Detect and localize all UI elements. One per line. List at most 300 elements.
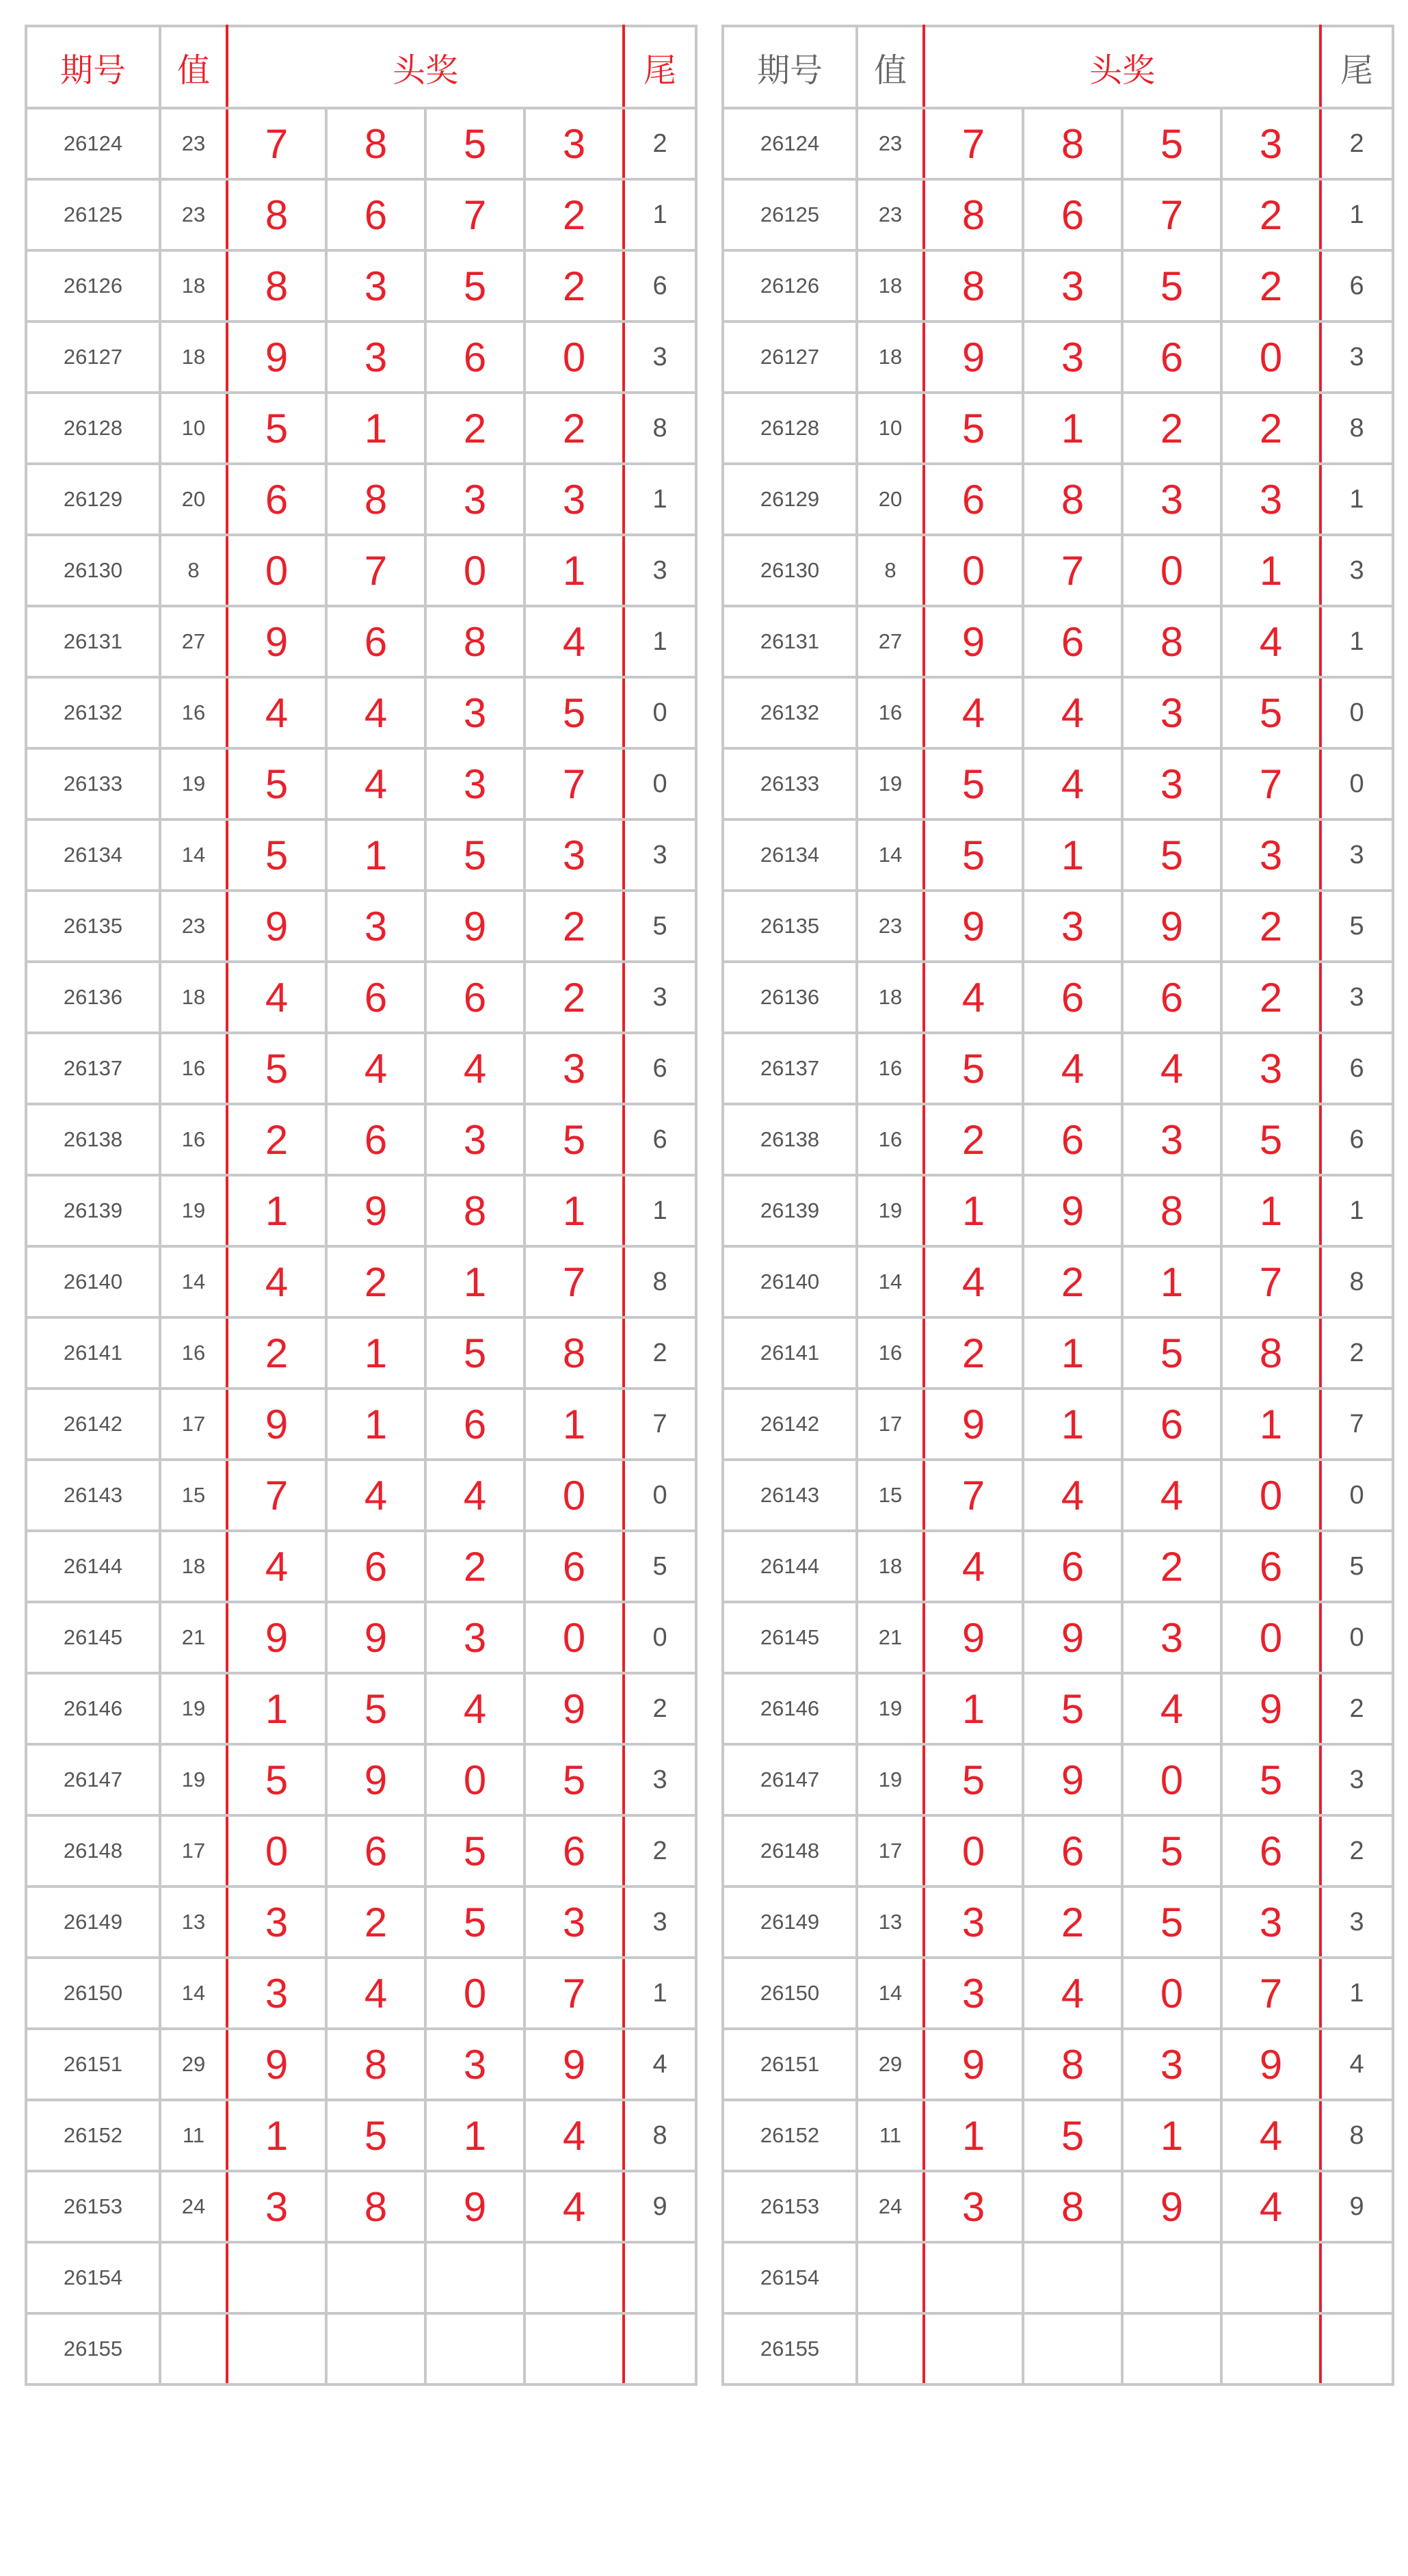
prize-digit-cell: 3 [227, 1887, 326, 1958]
table-row [26, 1887, 696, 1958]
prize-digit-cell: 7 [1221, 1958, 1320, 2029]
period-cell: 26144 [723, 1531, 857, 1602]
prize-digit-cell: 3 [924, 1958, 1023, 2029]
table-row [26, 891, 696, 962]
value-cell: 8 [857, 535, 924, 606]
tail-cell [624, 2313, 696, 2384]
tail-cell: 5 [1320, 1531, 1393, 1602]
tail-cell: 7 [624, 1389, 696, 1460]
tail-cell: 3 [624, 1887, 696, 1958]
lottery-table-left [25, 25, 698, 2386]
period-cell: 26127 [26, 321, 160, 393]
tail-cell: 1 [1320, 1175, 1393, 1246]
tail-cell: 8 [624, 1246, 696, 1317]
table-row [26, 1104, 696, 1175]
tail-cell: 3 [1320, 1887, 1393, 1958]
header-row [723, 26, 1393, 108]
prize-digit-cell: 9 [924, 891, 1023, 962]
prize-digit-cell: 2 [227, 1104, 326, 1175]
table-row [26, 2171, 696, 2242]
period-cell: 26144 [26, 1531, 160, 1602]
table-row [26, 1958, 696, 2029]
prize-digit-cell: 3 [1023, 321, 1122, 393]
value-cell: 18 [857, 321, 924, 393]
value-cell: 21 [857, 1602, 924, 1673]
value-cell: 20 [857, 464, 924, 535]
table-row [26, 962, 696, 1033]
value-cell: 18 [160, 250, 227, 321]
prize-digit-cell: 5 [425, 1887, 524, 1958]
prize-digit-cell: 9 [326, 1744, 425, 1815]
table-row [26, 464, 696, 535]
period-cell: 26138 [723, 1104, 857, 1175]
prize-digit-cell: 3 [924, 2171, 1023, 2242]
prize-digit-cell: 9 [924, 1602, 1023, 1673]
prize-digit-cell [1023, 2242, 1122, 2313]
prize-digit-cell: 6 [326, 1104, 425, 1175]
prize-digit-cell: 7 [1122, 179, 1221, 250]
prize-digit-cell: 5 [924, 748, 1023, 819]
prize-digit-cell: 1 [1122, 1246, 1221, 1317]
prize-digit-cell: 1 [326, 393, 425, 464]
table-row [723, 748, 1393, 819]
value-cell: 14 [160, 1958, 227, 2029]
prize-digit-cell: 6 [1023, 962, 1122, 1033]
tail-cell: 8 [624, 2100, 696, 2171]
prize-digit-cell: 2 [1221, 393, 1320, 464]
prize-digit-cell: 1 [425, 2100, 524, 2171]
period-cell: 26142 [723, 1389, 857, 1460]
prize-digit-cell: 4 [227, 1531, 326, 1602]
prize-digit-cell: 9 [227, 2029, 326, 2100]
table-row [26, 2100, 696, 2171]
prize-digit-cell [924, 2242, 1023, 2313]
tail-cell: 2 [624, 1317, 696, 1389]
table-row [26, 1033, 696, 1104]
value-cell: 16 [160, 1104, 227, 1175]
prize-digit-cell: 0 [1221, 1460, 1320, 1531]
prize-digit-cell: 5 [425, 108, 524, 179]
prize-digit-cell: 9 [1122, 891, 1221, 962]
value-cell: 23 [857, 891, 924, 962]
prize-digit-cell: 1 [924, 1175, 1023, 1246]
prize-digit-cell: 3 [1122, 2029, 1221, 2100]
prize-digit-cell: 5 [524, 677, 624, 748]
prize-digit-cell: 2 [524, 891, 624, 962]
table-row [723, 1958, 1393, 2029]
period-cell: 26132 [723, 677, 857, 748]
prize-digit-cell: 8 [924, 250, 1023, 321]
prize-digit-cell: 6 [1221, 1531, 1320, 1602]
prize-digit-cell: 1 [524, 1175, 624, 1246]
prize-digit-cell: 2 [524, 962, 624, 1033]
tail-cell: 3 [624, 1744, 696, 1815]
prize-digit-cell: 2 [1122, 393, 1221, 464]
prize-digit-cell: 3 [425, 1104, 524, 1175]
tail-cell: 1 [624, 179, 696, 250]
value-cell: 14 [160, 1246, 227, 1317]
prize-digit-cell: 4 [227, 1246, 326, 1317]
prize-digit-cell [1221, 2242, 1320, 2313]
table-row [723, 1246, 1393, 1317]
tail-cell: 5 [624, 1531, 696, 1602]
value-cell: 16 [160, 677, 227, 748]
prize-digit-cell: 3 [326, 891, 425, 962]
value-cell: 13 [160, 1887, 227, 1958]
period-cell: 26145 [26, 1602, 160, 1673]
prize-digit-cell: 0 [227, 535, 326, 606]
table-row [723, 321, 1393, 393]
tail-cell: 3 [624, 962, 696, 1033]
prize-digit-cell: 3 [227, 1958, 326, 2029]
prize-digit-cell: 0 [425, 1958, 524, 2029]
prize-digit-cell: 4 [1023, 677, 1122, 748]
value-cell [160, 2242, 227, 2313]
table-row [723, 1744, 1393, 1815]
prize-digit-cell: 2 [326, 1887, 425, 1958]
table-row [26, 250, 696, 321]
prize-digit-cell: 9 [1023, 1602, 1122, 1673]
prize-digit-cell: 5 [1221, 1104, 1320, 1175]
prize-digit-cell: 3 [1122, 748, 1221, 819]
table-row [723, 1460, 1393, 1531]
tail-cell: 2 [624, 108, 696, 179]
tail-cell: 4 [624, 2029, 696, 2100]
prize-digit-cell: 3 [326, 250, 425, 321]
value-cell: 19 [857, 1744, 924, 1815]
prize-digit-cell: 4 [1122, 1673, 1221, 1744]
tail-cell: 6 [624, 1104, 696, 1175]
prize-digit-cell: 7 [227, 108, 326, 179]
prize-digit-cell: 7 [1221, 1246, 1320, 1317]
tail-cell: 3 [624, 535, 696, 606]
prize-digit-cell: 3 [425, 677, 524, 748]
prize-digit-cell: 4 [524, 2100, 624, 2171]
prize-digit-cell: 1 [425, 1246, 524, 1317]
prize-digit-cell: 2 [924, 1104, 1023, 1175]
prize-digit-cell: 5 [227, 819, 326, 891]
tail-cell: 1 [1320, 179, 1393, 250]
prize-digit-cell: 4 [1023, 1958, 1122, 2029]
table-row [723, 606, 1393, 677]
period-cell: 26130 [723, 535, 857, 606]
table-row [26, 179, 696, 250]
prize-digit-cell: 3 [1221, 819, 1320, 891]
prize-digit-cell: 3 [425, 2029, 524, 2100]
tail-cell: 8 [624, 393, 696, 464]
prize-digit-cell: 1 [1023, 819, 1122, 891]
prize-digit-cell: 4 [524, 2171, 624, 2242]
value-cell: 27 [857, 606, 924, 677]
prize-digit-cell: 8 [326, 2171, 425, 2242]
prize-digit-cell: 6 [326, 1815, 425, 1887]
value-cell: 19 [160, 1175, 227, 1246]
tail-cell: 0 [1320, 1460, 1393, 1531]
table-row [723, 2171, 1393, 2242]
period-cell: 26154 [723, 2242, 857, 2313]
table-row [26, 1389, 696, 1460]
period-cell: 26126 [26, 250, 160, 321]
value-cell: 17 [160, 1389, 227, 1460]
prize-digit-cell: 7 [924, 108, 1023, 179]
table-row [723, 393, 1393, 464]
prize-digit-cell: 5 [326, 1673, 425, 1744]
value-cell: 14 [857, 1958, 924, 2029]
prize-digit-cell: 9 [924, 1389, 1023, 1460]
prize-digit-cell: 8 [227, 179, 326, 250]
tail-cell: 6 [1320, 1033, 1393, 1104]
header-tail: 尾 [1320, 26, 1393, 108]
period-cell: 26132 [26, 677, 160, 748]
value-cell: 19 [160, 1673, 227, 1744]
value-cell: 19 [160, 1744, 227, 1815]
prize-digit-cell: 1 [227, 2100, 326, 2171]
value-cell: 21 [160, 1602, 227, 1673]
period-cell: 26151 [723, 2029, 857, 2100]
prize-digit-cell: 0 [924, 1815, 1023, 1887]
period-cell: 26143 [723, 1460, 857, 1531]
prize-digit-cell: 4 [924, 1246, 1023, 1317]
prize-digit-cell: 1 [1023, 393, 1122, 464]
prize-digit-cell: 5 [227, 393, 326, 464]
period-cell: 26149 [723, 1887, 857, 1958]
prize-digit-cell: 4 [1023, 1033, 1122, 1104]
prize-digit-cell: 6 [425, 1389, 524, 1460]
table-row [26, 1744, 696, 1815]
prize-digit-cell: 6 [1122, 1389, 1221, 1460]
period-cell: 26131 [26, 606, 160, 677]
prize-digit-cell: 5 [524, 1744, 624, 1815]
tail-cell: 7 [1320, 1389, 1393, 1460]
header-period: 期号 [26, 26, 160, 108]
value-cell: 19 [160, 748, 227, 819]
period-cell: 26126 [723, 250, 857, 321]
value-cell: 27 [160, 606, 227, 677]
prize-digit-cell: 4 [326, 748, 425, 819]
prize-digit-cell: 7 [524, 1958, 624, 2029]
tail-cell: 8 [1320, 2100, 1393, 2171]
prize-digit-cell: 2 [1221, 179, 1320, 250]
tail-cell: 1 [624, 1175, 696, 1246]
prize-digit-cell: 3 [1122, 677, 1221, 748]
prize-digit-cell [1221, 2313, 1320, 2384]
prize-digit-cell [227, 2313, 326, 2384]
period-cell: 26129 [723, 464, 857, 535]
prize-digit-cell: 5 [227, 1744, 326, 1815]
prize-digit-cell: 6 [227, 464, 326, 535]
prize-digit-cell: 8 [326, 2029, 425, 2100]
period-cell: 26151 [26, 2029, 160, 2100]
prize-digit-cell: 3 [1122, 464, 1221, 535]
prize-digit-cell: 5 [326, 2100, 425, 2171]
prize-digit-cell: 3 [524, 1033, 624, 1104]
prize-digit-cell: 0 [1122, 1958, 1221, 2029]
prize-digit-cell: 3 [524, 464, 624, 535]
prize-digit-cell: 1 [326, 819, 425, 891]
prize-digit-cell: 9 [924, 606, 1023, 677]
period-cell: 26146 [26, 1673, 160, 1744]
prize-digit-cell: 0 [1122, 535, 1221, 606]
table-row [723, 1317, 1393, 1389]
value-cell: 17 [857, 1389, 924, 1460]
prize-digit-cell: 7 [1023, 535, 1122, 606]
tail-cell: 2 [1320, 1815, 1393, 1887]
prize-digit-cell: 6 [1023, 606, 1122, 677]
period-cell: 26125 [26, 179, 160, 250]
value-cell: 23 [160, 891, 227, 962]
prize-digit-cell: 5 [1122, 108, 1221, 179]
prize-digit-cell: 6 [524, 1531, 624, 1602]
prize-digit-cell: 3 [1221, 108, 1320, 179]
tail-cell: 5 [624, 891, 696, 962]
prize-digit-cell: 4 [227, 962, 326, 1033]
prize-digit-cell: 2 [1122, 1531, 1221, 1602]
prize-digit-cell: 3 [1023, 891, 1122, 962]
tail-cell: 0 [624, 1602, 696, 1673]
tail-cell: 1 [1320, 464, 1393, 535]
value-cell: 19 [857, 748, 924, 819]
prize-digit-cell: 6 [1122, 962, 1221, 1033]
prize-digit-cell: 5 [1122, 1887, 1221, 1958]
prize-digit-cell: 6 [1122, 321, 1221, 393]
prize-digit-cell: 5 [1221, 677, 1320, 748]
table-row [723, 1887, 1393, 1958]
tail-cell: 3 [1320, 962, 1393, 1033]
tail-cell: 0 [1320, 677, 1393, 748]
value-cell: 16 [857, 677, 924, 748]
tail-cell: 9 [1320, 2171, 1393, 2242]
prize-digit-cell: 1 [1221, 1389, 1320, 1460]
value-cell: 18 [857, 250, 924, 321]
prize-digit-cell: 1 [1023, 1317, 1122, 1389]
prize-digit-cell: 8 [1023, 108, 1122, 179]
prize-digit-cell: 6 [1023, 179, 1122, 250]
prize-digit-cell: 0 [227, 1815, 326, 1887]
prize-digit-cell: 3 [1122, 1104, 1221, 1175]
period-cell: 26124 [723, 108, 857, 179]
value-cell: 24 [160, 2171, 227, 2242]
table-row [723, 2100, 1393, 2171]
prize-digit-cell: 6 [326, 1531, 425, 1602]
table-row [723, 891, 1393, 962]
prize-digit-cell: 2 [924, 1317, 1023, 1389]
prize-digit-cell: 0 [1221, 321, 1320, 393]
prize-digit-cell: 2 [326, 1246, 425, 1317]
prize-digit-cell [326, 2242, 425, 2313]
prize-digit-cell: 7 [1221, 748, 1320, 819]
prize-digit-cell: 1 [227, 1175, 326, 1246]
tail-cell: 1 [624, 1958, 696, 2029]
prize-digit-cell: 6 [326, 179, 425, 250]
table-row [26, 1815, 696, 1887]
table-row [723, 1389, 1393, 1460]
period-cell: 26141 [723, 1317, 857, 1389]
prize-digit-cell: 2 [1221, 891, 1320, 962]
prize-digit-cell: 9 [924, 2029, 1023, 2100]
prize-digit-cell: 5 [1122, 1815, 1221, 1887]
period-cell: 26143 [26, 1460, 160, 1531]
prize-digit-cell: 2 [227, 1317, 326, 1389]
header-value: 值 [857, 26, 924, 108]
period-cell: 26130 [26, 535, 160, 606]
value-cell: 14 [857, 1246, 924, 1317]
value-cell: 16 [160, 1033, 227, 1104]
prize-digit-cell: 5 [227, 1033, 326, 1104]
table-row [26, 1246, 696, 1317]
prize-digit-cell: 7 [924, 1460, 1023, 1531]
prize-digit-cell: 6 [1221, 1815, 1320, 1887]
table-row [26, 1460, 696, 1531]
tail-cell [1320, 2242, 1393, 2313]
period-cell: 26134 [26, 819, 160, 891]
value-cell: 24 [857, 2171, 924, 2242]
period-cell: 26149 [26, 1887, 160, 1958]
table-row [26, 1602, 696, 1673]
tail-cell: 0 [1320, 1602, 1393, 1673]
prize-digit-cell: 6 [425, 962, 524, 1033]
tail-cell: 1 [624, 606, 696, 677]
prize-digit-cell: 3 [924, 1887, 1023, 1958]
prize-digit-cell: 2 [425, 393, 524, 464]
tail-cell: 0 [1320, 748, 1393, 819]
tail-cell: 6 [624, 250, 696, 321]
tail-cell: 2 [624, 1673, 696, 1744]
tail-cell: 0 [624, 1460, 696, 1531]
prize-digit-cell: 5 [924, 1744, 1023, 1815]
prize-digit-cell: 4 [1221, 606, 1320, 677]
period-cell: 26140 [723, 1246, 857, 1317]
prize-digit-cell [425, 2313, 524, 2384]
prize-digit-cell [1122, 2242, 1221, 2313]
table-row [26, 2029, 696, 2100]
prize-digit-cell: 0 [524, 1460, 624, 1531]
value-cell: 23 [160, 179, 227, 250]
prize-digit-cell: 8 [1023, 2171, 1122, 2242]
period-cell: 26142 [26, 1389, 160, 1460]
prize-digit-cell: 5 [1023, 1673, 1122, 1744]
prize-digit-cell: 9 [227, 1389, 326, 1460]
prize-digit-cell: 3 [524, 108, 624, 179]
value-cell: 10 [857, 393, 924, 464]
prize-digit-cell: 9 [326, 1175, 425, 1246]
prize-digit-cell: 4 [1221, 2100, 1320, 2171]
value-cell [857, 2313, 924, 2384]
prize-digit-cell: 4 [326, 1958, 425, 2029]
prize-digit-cell: 3 [326, 321, 425, 393]
prize-digit-cell: 2 [524, 179, 624, 250]
period-cell: 26153 [26, 2171, 160, 2242]
prize-digit-cell: 3 [227, 2171, 326, 2242]
prize-digit-cell: 9 [1023, 1175, 1122, 1246]
prize-digit-cell [326, 2313, 425, 2384]
table-row [723, 1104, 1393, 1175]
prize-digit-cell: 9 [524, 1673, 624, 1744]
prize-digit-cell: 3 [1221, 1887, 1320, 1958]
period-cell: 26136 [723, 962, 857, 1033]
value-cell: 16 [160, 1317, 227, 1389]
prize-digit-cell: 4 [1023, 1460, 1122, 1531]
value-cell: 23 [857, 179, 924, 250]
prize-digit-cell: 0 [524, 1602, 624, 1673]
prize-digit-cell: 5 [924, 393, 1023, 464]
prize-digit-cell [425, 2242, 524, 2313]
prize-digit-cell: 3 [1023, 250, 1122, 321]
tail-cell: 2 [1320, 1673, 1393, 1744]
value-cell: 15 [160, 1460, 227, 1531]
prize-digit-cell: 9 [1023, 1744, 1122, 1815]
value-cell: 18 [160, 962, 227, 1033]
prize-digit-cell: 1 [1023, 1389, 1122, 1460]
